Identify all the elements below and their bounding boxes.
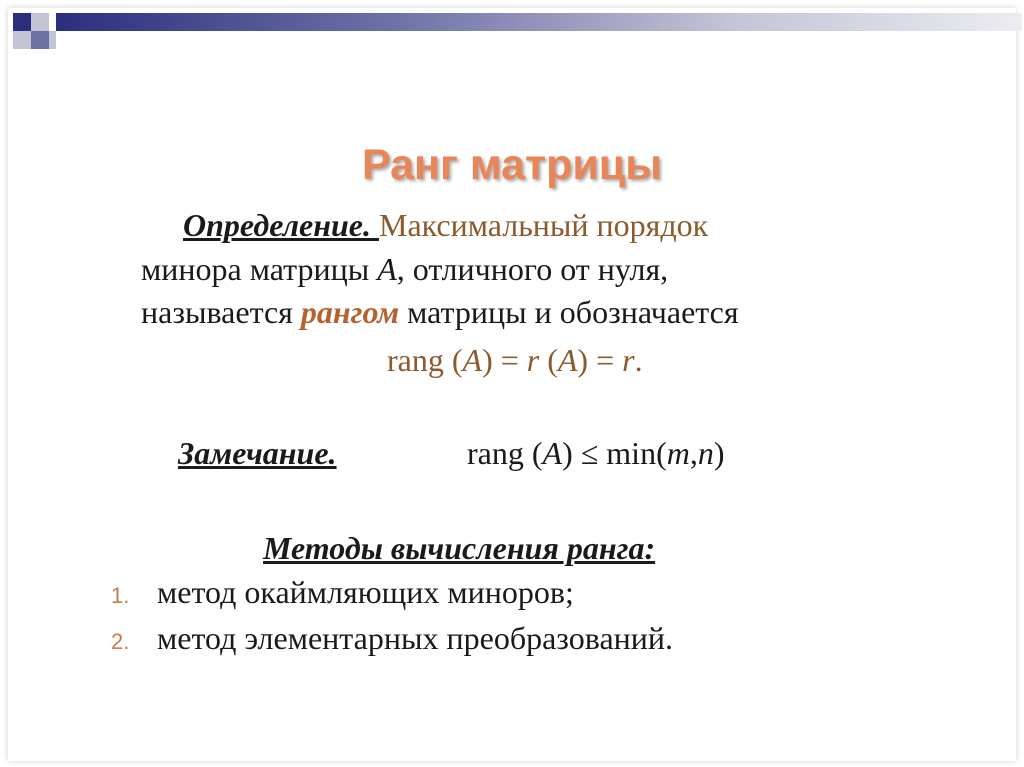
matrix-variable: A — [377, 251, 397, 287]
remark-formula — [467, 435, 724, 472]
rank-term: рангом — [300, 294, 400, 330]
list-item: метод элементарных преобразований. — [157, 620, 674, 656]
deco-square — [49, 31, 56, 49]
list-item: метод окаймляющих миноров; — [157, 574, 574, 610]
definition-text: Максимальный порядок — [378, 207, 709, 243]
formula-var: r — [622, 342, 635, 378]
formula-part: ( — [539, 342, 558, 378]
formula-part: , — [689, 435, 698, 471]
remark-label-text: Замечание. — [178, 435, 337, 471]
definition-line-3 — [141, 294, 739, 331]
header-bar — [56, 13, 1022, 31]
definition-label: Определение. — [183, 207, 379, 243]
formula-part: ) = — [482, 342, 527, 378]
formula-var: A — [542, 435, 563, 471]
deco-square — [31, 13, 49, 31]
definition-text: минора матрицы — [141, 251, 378, 287]
deco-square — [31, 31, 49, 49]
definition-text: называется — [141, 294, 301, 330]
formula-var: m — [666, 435, 690, 471]
formula-part: rang ( — [387, 342, 463, 378]
remark-label — [178, 435, 337, 472]
methods-title-text: Методы вычисления ранга: — [263, 530, 656, 566]
deco-square — [13, 31, 31, 49]
formula-var: r — [526, 342, 540, 378]
definition-line-2 — [141, 251, 668, 288]
formula-var: A — [557, 342, 578, 378]
deco-square — [13, 13, 31, 31]
definition-text: матрицы и обозначается — [399, 294, 739, 330]
list-number: 1. — [111, 583, 130, 608]
formula-var: n — [697, 435, 714, 471]
definition-line-1 — [183, 207, 708, 244]
definition-text: , отличного от нуля, — [396, 251, 669, 287]
formula-part: ) = — [577, 342, 623, 378]
formula-part: ) ≤ min( — [562, 435, 667, 471]
slide-title: Ранг матрицы — [362, 141, 662, 189]
methods-title — [263, 530, 655, 567]
formula-part: . — [634, 342, 643, 378]
formula-part: rang ( — [467, 435, 543, 471]
formula-part: ) — [713, 435, 725, 471]
formula-var: A — [462, 342, 483, 378]
list-number: 2. — [111, 629, 130, 654]
rank-formula — [387, 342, 643, 379]
